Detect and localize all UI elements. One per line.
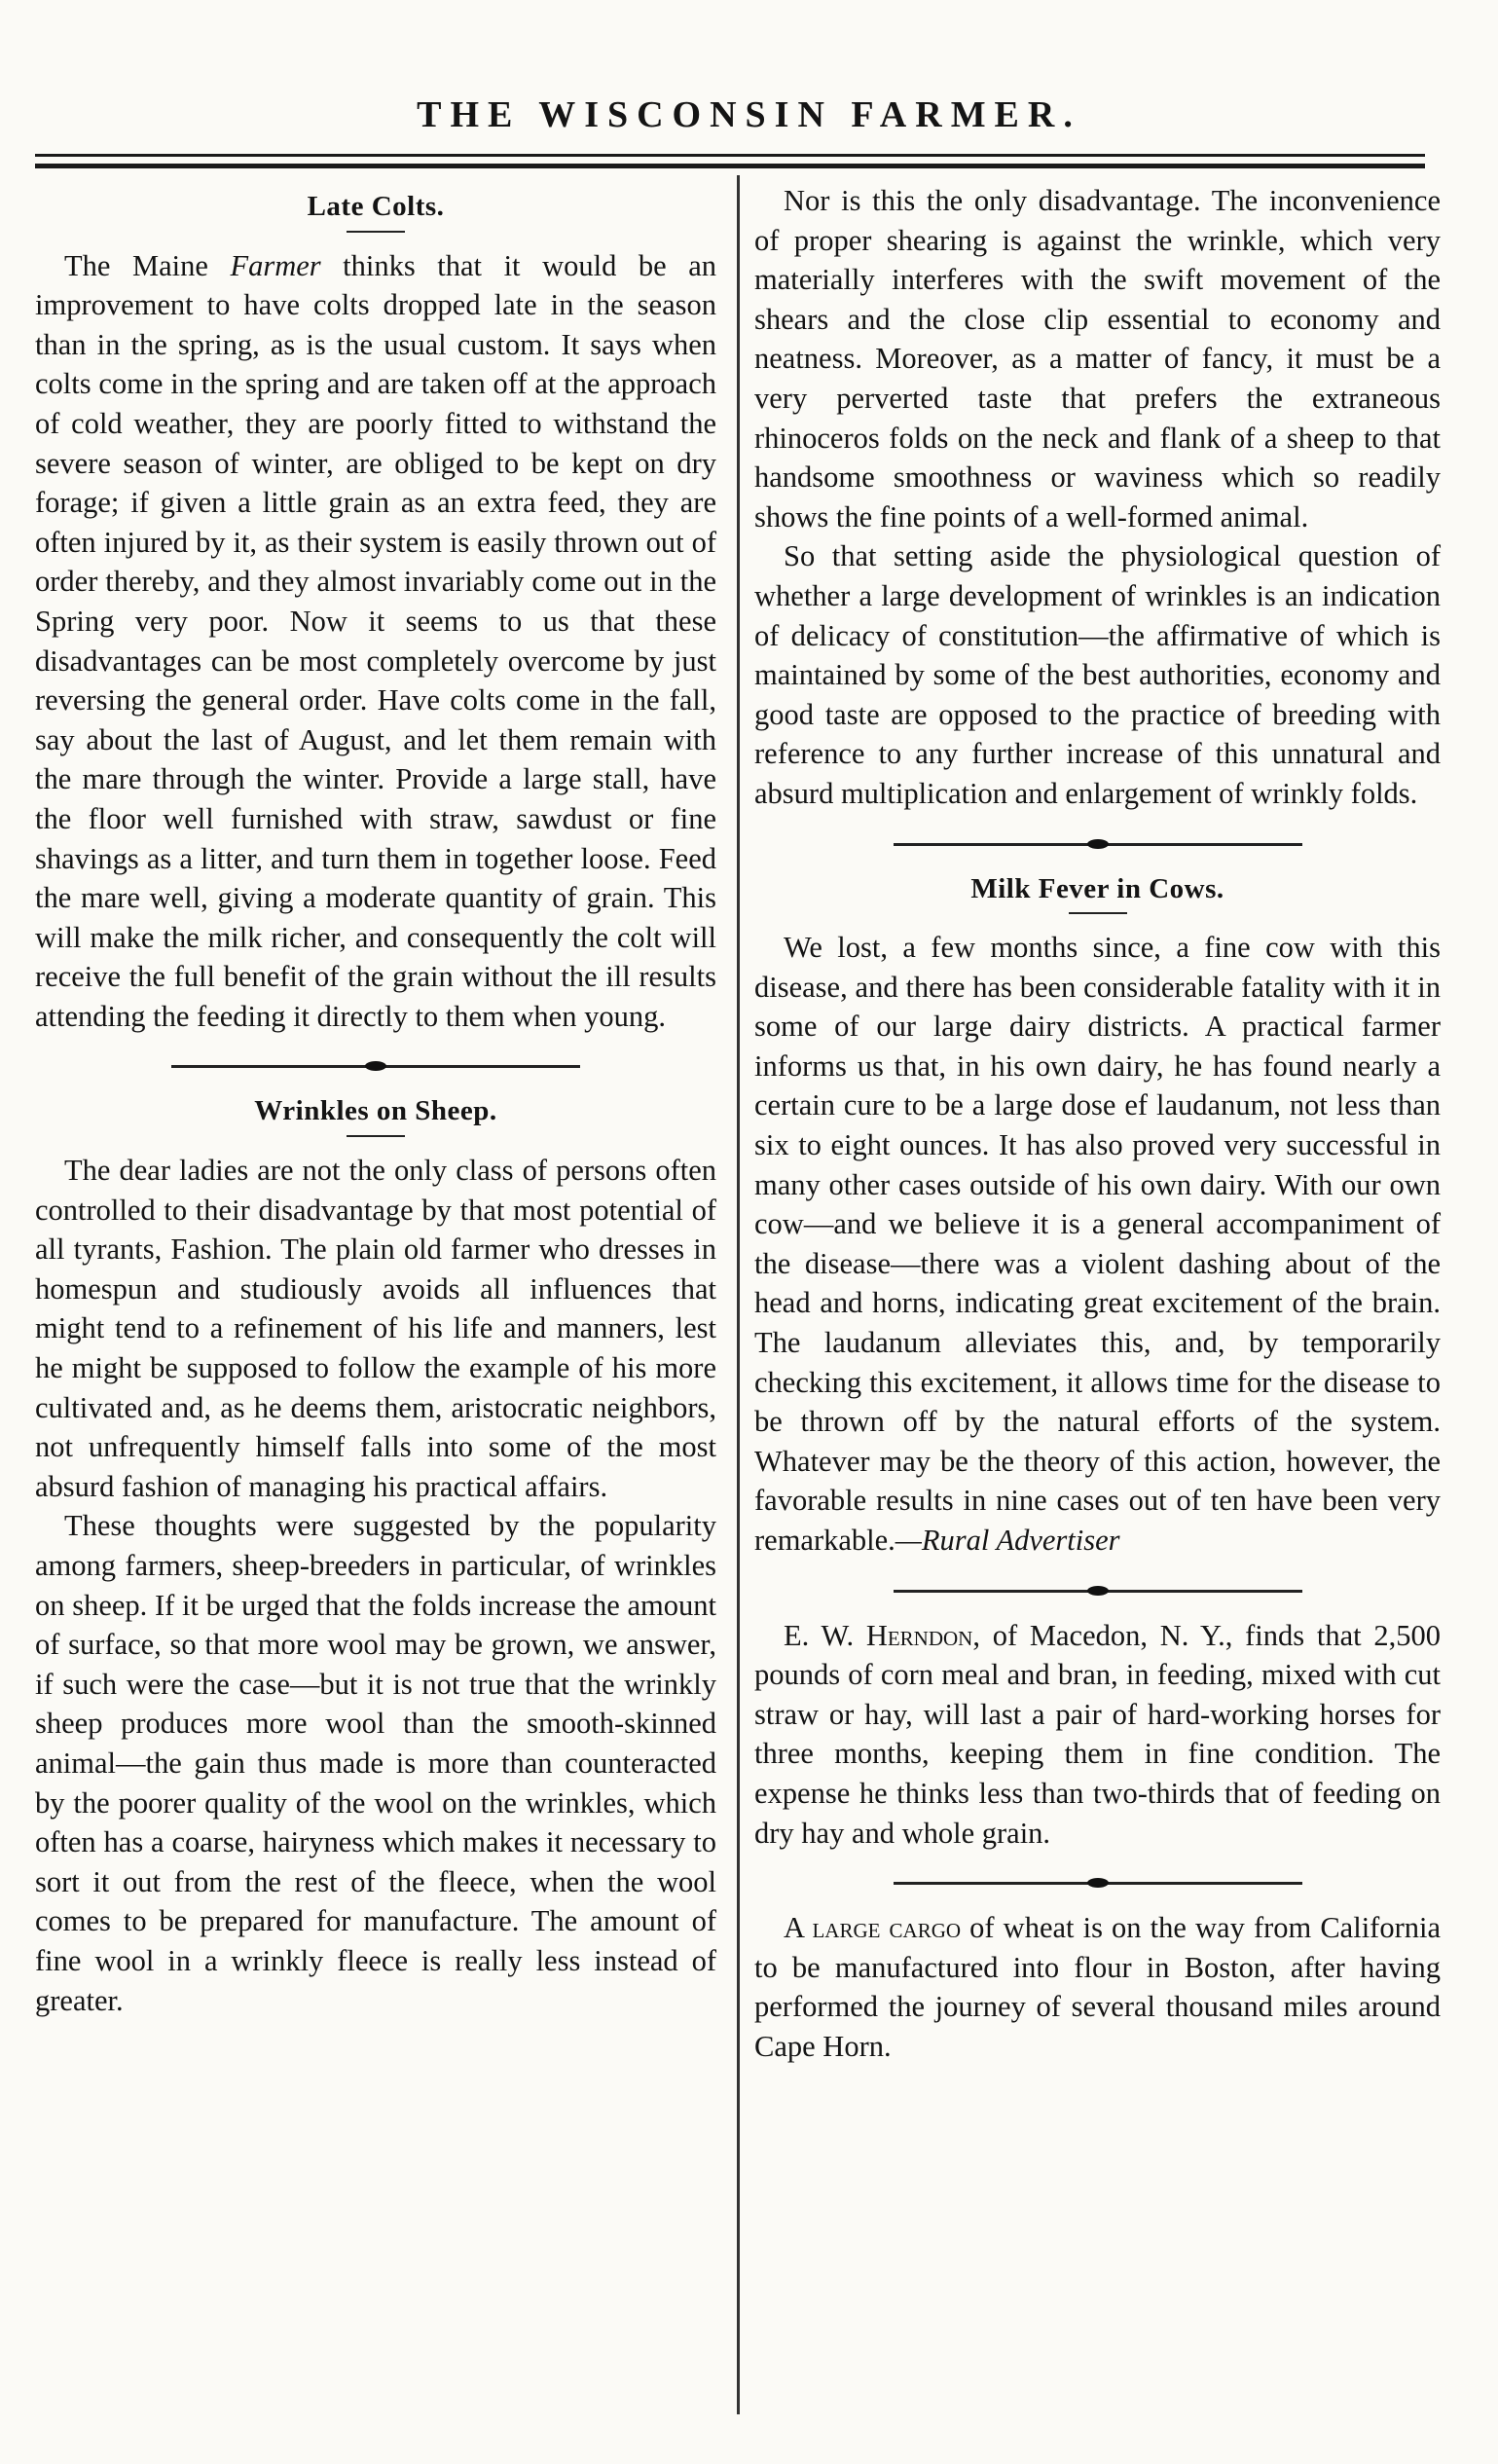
- publication-name: Farmer: [230, 248, 321, 282]
- masthead-rule-thin: [35, 154, 1425, 157]
- article-title-milk-fever: Milk Fever in Cows.: [970, 872, 1224, 904]
- article-paragraph: The Maine Farmer thinks that it would be an improvement to have colts dropped late in the season than in the spring, as is the usual custom. It says when colts come in the spring and are taken off at the approach of cold weather, they are poorly fitted to withstand the severe season of winter, are obliged to be kept on dry forage; if given a little grain as an extra feed, they are often injured by it, as their system is easily thrown out of order thereby, and they almost invariably come out in the Spring very poor. Now it seems to us that these disadvantages can be most completely overcome by just reversing the general order. Have colts come in the fall, say about the last of August, and let them remain with the mare through the winter. Provide a large stall, have the floor well furnished with straw, sawdust or fine shavings as a litter, and turn them in together loose. Feed the mare well, giving a moderate quantity of grain. This will make the milk richer, and consequently the colt will receive the full benefit of the grain without the ill results attending the feeding it directly to them when young.: [35, 248, 716, 1033]
- article-paragraph: Nor is this the only disadvantage. The inconvenience of proper shearing is against the wrinkle, which very materially interferes with the swift movement of the shears and the close clip essential to economy and neatness. Moreover, as a matter of fancy, it must be a very perverted taste that prefers the extraneous rhinoceros folds on the neck and flank of a sheep to that handsome smoothness or waviness which so readily shows the fine points of a well-formed animal.: [754, 184, 1441, 533]
- lead-in: A large cargo: [784, 1911, 962, 1945]
- article-paragraph: E. W. Herndon, of Macedon, N. Y., finds that 2,500 pounds of corn meal and bran, in feeding, mixed with cut straw or hay, will last a pair of hard-working horses for three months, keeping them in fine condition. The expense he thinks less than two-thirds that of feeding on dry hay and whole grain.: [754, 1618, 1441, 1850]
- article-paragraph: So that setting aside the physiological question of whether a large development of wrinkles is an indication of delicacy of constitution—the affirmative of which is maintained by some of the best authorities, economy and good taste are opposed to the practice of breeding with reference to any further increase of this unnatural and absurd multiplication and enlargement of wrinkly folds.: [754, 539, 1441, 810]
- masthead: THE WISCONSIN FARMER.: [417, 94, 1081, 135]
- title-underline: [1069, 912, 1127, 914]
- left-column: [35, 181, 716, 2020]
- right-column: [754, 181, 1441, 2067]
- article-separator: [894, 1882, 1302, 1885]
- title-underline: [347, 1135, 405, 1137]
- source-credit: —Rural Advertiser: [895, 1524, 1120, 1557]
- article-separator: [171, 1065, 580, 1068]
- article-paragraph: The dear ladies are not the only class of persons often controlled to their disadvantage by that most potential of all tyrants, Fashion. The plain old farmer who dresses in homespun and studiously avoids all influences that might tend to a refinement of his life and manners, lest he might be supposed to follow the example of his more cultivated and, as he deems them, aristocratic neighbors, not unfrequently himself falls into some of the most absurd fashion of managing his practical affairs.: [35, 1154, 716, 1503]
- column-divider: [737, 175, 740, 2414]
- title-underline: [347, 231, 405, 233]
- person-name: E. W. Herndon,: [784, 1618, 980, 1652]
- article-separator: [894, 843, 1302, 846]
- article-title-wrinkles: Wrinkles on Sheep.: [254, 1095, 497, 1127]
- article-paragraph: We lost, a few months since, a fine cow with this disease, and there has been considerable fatality with it in some of our large dairy districts. A practical farmer informs us that, in his own dairy, he has found nearly a certain cure to be a large dose ef laudanum, not less than six to eight ounces. It has also proved very successful in many other cases outside of his own dairy. With our own cow—and we believe it is a general accompaniment of the disease—there was a violent dashing about of the head and horns, indicating great excitement of the brain. The laudanum alleviates this, and, by temporarily checking this excitement, it allows time for the disease to be thrown off by the natural efforts of the system. Whatever may be the theory of this action, however, the favorable results in nine cases out of ten have been very remarkable.—Rural Advertiser: [754, 931, 1441, 1557]
- article-paragraph: These thoughts were suggested by the popularity among farmers, sheep-breeders in particular, of wrinkles on sheep. If it be urged that the folds increase the amount of surface, so that more wool may be grown, we answer, if such were the case—but it is not true that the wrinkly sheep produces more wool than the smooth-skinned animal—the gain thus made is more than counteracted by the poorer quality of the wool on the wrinkles, which often has a coarse, hairyness which makes it necessary to sort it out from the rest of the fleece, when the wool comes to be prepared for manufacture. The amount of fine wool in a wrinkly fleece is really less instead of greater.: [35, 1509, 716, 2017]
- article-title-late-colts: Late Colts.: [307, 191, 445, 222]
- article-separator: [894, 1590, 1302, 1593]
- article-paragraph: A large cargo of wheat is on the way from California to be manufactured into flour in Boston, after having performed the journey of several thousand miles around Cape Horn.: [754, 1911, 1441, 2063]
- masthead-rule-thick: [35, 164, 1425, 168]
